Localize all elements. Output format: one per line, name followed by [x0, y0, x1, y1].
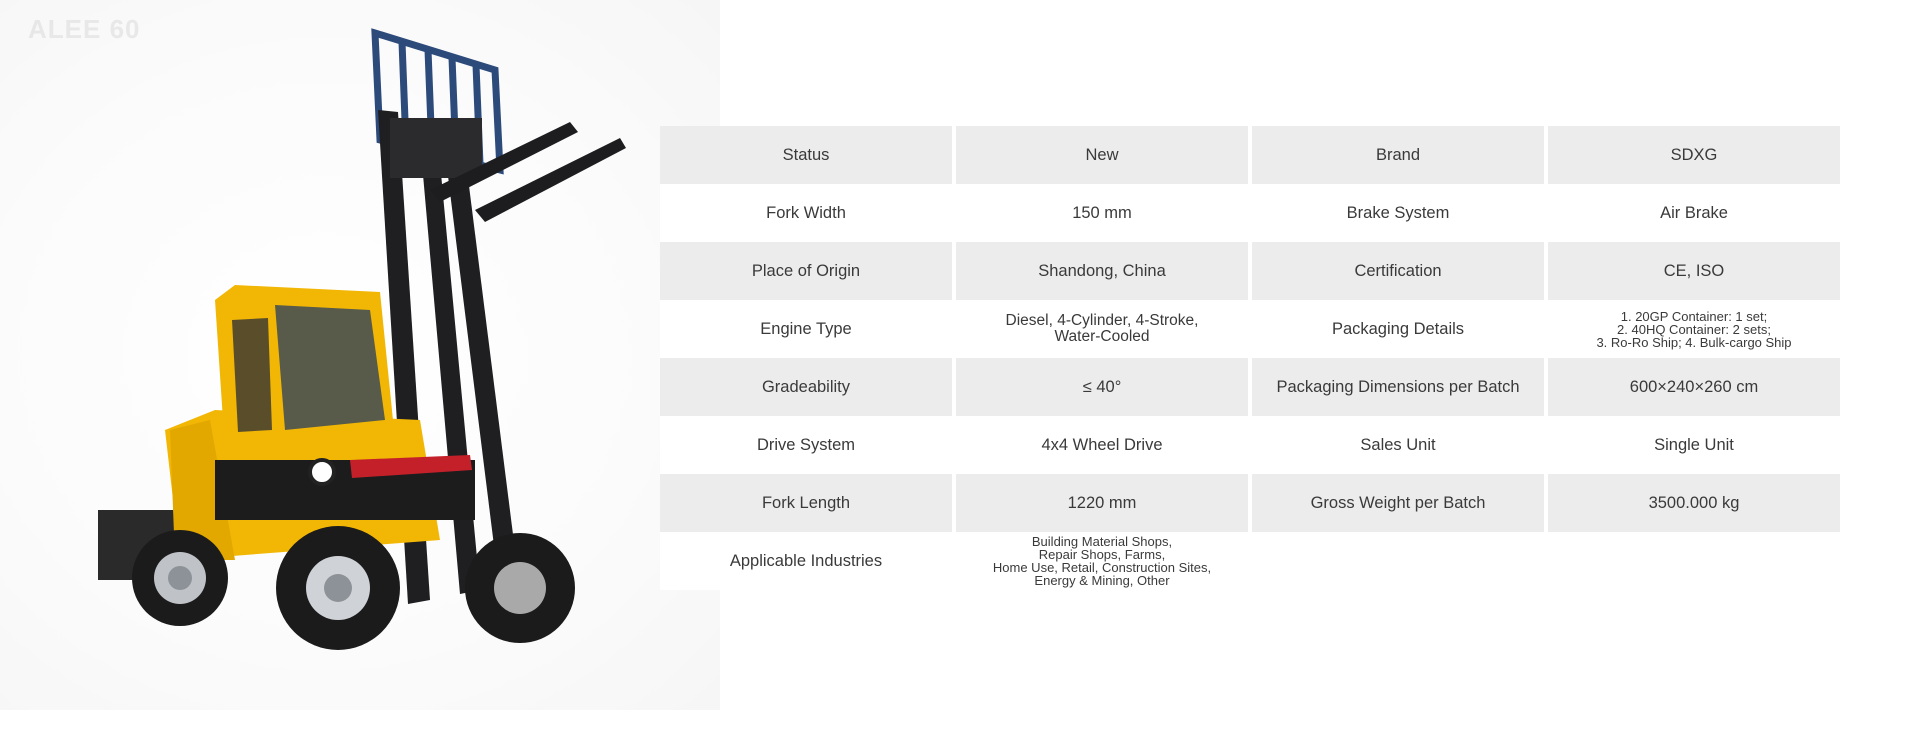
- spec-row: [660, 184, 1248, 242]
- spec-row: [660, 358, 1248, 416]
- spec-label: [1252, 532, 1544, 590]
- spec-label: Engine Type: [660, 300, 952, 358]
- spec-label: Packaging Details: [1252, 300, 1544, 358]
- spec-label: Packaging Dimensions per Batch: [1252, 358, 1544, 416]
- spec-value: 1220 mm: [956, 474, 1248, 532]
- spec-label: Place of Origin: [660, 242, 952, 300]
- spec-label: Brand: [1252, 126, 1544, 184]
- spec-label: Gross Weight per Batch: [1252, 474, 1544, 532]
- spec-row: [1252, 474, 1840, 532]
- spec-row: [1252, 532, 1840, 590]
- watermark-text: ALEE 60: [28, 14, 141, 44]
- spec-row: [1252, 242, 1840, 300]
- spec-value: CE, ISO: [1548, 242, 1840, 300]
- spec-value: [1548, 532, 1840, 590]
- spec-value: Shandong, China: [956, 242, 1248, 300]
- spec-value: 3500.000 kg: [1548, 474, 1840, 532]
- spec-row: [660, 126, 1248, 184]
- spec-row: [660, 242, 1248, 300]
- spec-value: 4x4 Wheel Drive: [956, 416, 1248, 474]
- spec-label: Applicable Industries: [660, 532, 952, 590]
- spec-row: [660, 532, 1248, 590]
- spec-label: Fork Width: [660, 184, 952, 242]
- spec-row: [660, 300, 1248, 358]
- spec-value: New: [956, 126, 1248, 184]
- spec-row: [1252, 358, 1840, 416]
- spec-value: 150 mm: [956, 184, 1248, 242]
- spec-value: SDXG: [1548, 126, 1840, 184]
- spec-row: [1252, 300, 1840, 358]
- spec-row: [1252, 416, 1840, 474]
- spec-value: 1. 20GP Container: 1 set; 2. 40HQ Container: 2 sets; 3. Ro-Ro Ship; 4. Bulk-cargo Ship: [1548, 300, 1840, 358]
- spec-table: [660, 126, 1840, 590]
- product-photo: [0, 0, 720, 710]
- spec-value: ≤ 40°: [956, 358, 1248, 416]
- spec-row: [1252, 184, 1840, 242]
- spec-label: Brake System: [1252, 184, 1544, 242]
- spec-label: Gradeability: [660, 358, 952, 416]
- spec-label: Certification: [1252, 242, 1544, 300]
- spec-label: Status: [660, 126, 952, 184]
- spec-value: Building Material Shops, Repair Shops, Farms, Home Use, Retail, Construction Sites, Energy & Mining, Other: [956, 532, 1248, 590]
- spec-value: Diesel, 4-Cylinder, 4-Stroke, Water-Cooled: [956, 300, 1248, 358]
- spec-row: [1252, 126, 1840, 184]
- forklift-illustration: [0, 0, 720, 710]
- spec-row: [660, 416, 1248, 474]
- spec-value: Single Unit: [1548, 416, 1840, 474]
- spec-label: Drive System: [660, 416, 952, 474]
- spec-label: Fork Length: [660, 474, 952, 532]
- spec-value: 600×240×260 cm: [1548, 358, 1840, 416]
- spec-label: Sales Unit: [1252, 416, 1544, 474]
- spec-row: [660, 474, 1248, 532]
- spec-value: Air Brake: [1548, 184, 1840, 242]
